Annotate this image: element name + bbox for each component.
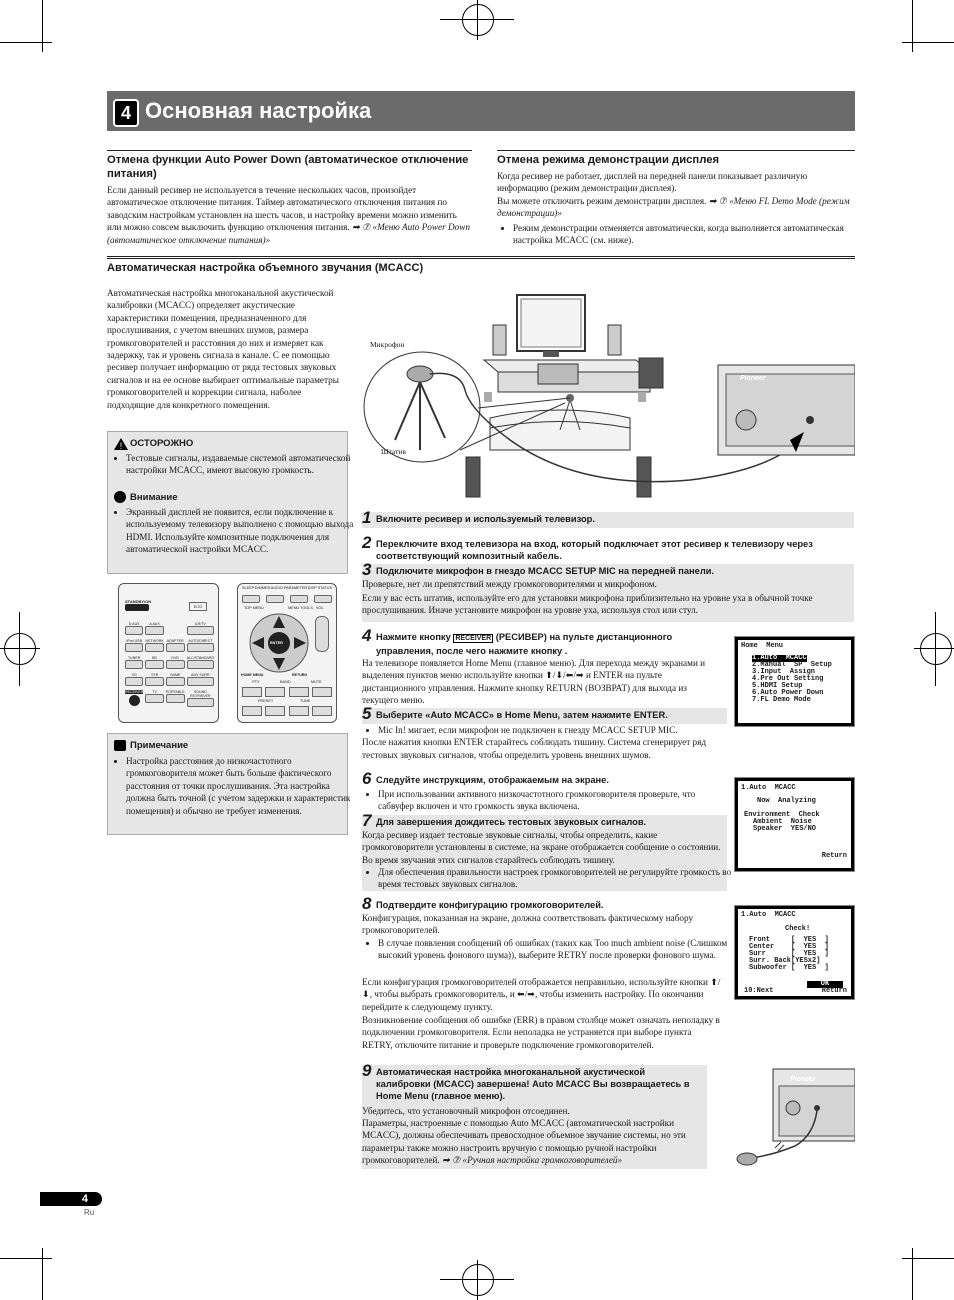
warning-icon — [114, 438, 128, 450]
rk-14: STB — [151, 673, 159, 677]
attention-bullet: • Экранный дисплей не появится, если подключение к используемому телевизору выполнено с помощью выхода HDMI. Используйте композитные подключения для автоматической настройки MCACC. — [126, 506, 354, 556]
step-8-num: 8 — [362, 894, 372, 913]
rk-11: DVD — [171, 656, 179, 660]
step-6-bullet: • При использовании активного низкочастотного громкоговорителя проверьте, что сабвуфер включен и что громкость звука включена. — [378, 788, 727, 813]
attention-icon — [114, 491, 126, 503]
demo-p2: Вы можете отключить режим демонстрации дисплея. — [497, 195, 707, 206]
rk-20: SOUND RETRIEVER — [190, 690, 211, 698]
step-4-t2: (РЕСИВЕР) на пульте дистанционного управления, после чего нажмите кнопку . — [376, 632, 673, 656]
mute-label: MUTE — [311, 680, 322, 684]
remote-left — [118, 583, 219, 723]
step-1-num: 1 — [362, 508, 372, 527]
step-6-text: Следуйте инструкциям, отображаемым на экране. — [376, 775, 609, 785]
top-menu-label: TOP MENU — [244, 606, 264, 610]
mcacc-title: Автоматическая настройка объемного звучания (MCACC) — [107, 262, 424, 274]
analyze-title: 1.Auto MCACC — [741, 784, 796, 792]
step-1-text: Включите ресивер и используемый телевизор. — [376, 514, 595, 524]
screen-analyzing — [734, 777, 855, 872]
home-item-2: 2.Manual SP Setup — [752, 661, 832, 669]
auto-power-ref: ➡ ⑦ «Меню Auto Power Down (автоматическое отключение питания)» — [107, 222, 470, 245]
auto-power-title: Отмена функции Auto Power Down (автоматическое отключение питания) — [107, 154, 469, 180]
step-9 — [362, 1061, 707, 1169]
screen-check — [734, 905, 855, 1000]
auto-power-section — [107, 150, 472, 246]
home-menu-label: HOME MENU — [241, 673, 264, 677]
eco-label: ECO — [189, 602, 207, 611]
top-key-4: DISP STATUS — [307, 586, 332, 590]
preset-label: PRESET — [258, 699, 274, 703]
rk-9: TUNER — [127, 656, 141, 660]
top-key-3: AUDIO PARAMETER — [270, 586, 308, 590]
step-3-text: Подключите микрофон в гнездо MCACC SETUP MIC на передней панели. — [376, 566, 715, 576]
analyze-return: Return — [821, 852, 847, 860]
menu-tools-label: MENU TOOLS — [288, 606, 313, 610]
analyze-l2: Environment Check — [744, 811, 820, 819]
check-row-5-name: Subwoofer — [749, 964, 787, 972]
band-label: BAND — [280, 680, 291, 684]
receiver-key-inline: RECEIVER — [455, 635, 492, 642]
return-label: RETURN — [292, 673, 307, 677]
step-5-bullet: • Mic In! мигает, если микрофон не подключен к гнезду MCACC SETUP MIC. — [378, 724, 727, 736]
step-5-p: После нажатия кнопки ENTER старайтесь соблюдать тишину. Система сгенерирует ряд тестовых звуковых сигналов, чтобы определить уровень внешних шумов. — [362, 737, 707, 760]
step-8-text: Подтвердите конфигурацию громкоговорителей. — [376, 900, 604, 910]
demo-title: Отмена режима демонстрации дисплея — [497, 154, 720, 166]
rk-2: A AUX — [149, 622, 160, 626]
check-row-1-name: Front — [749, 936, 771, 944]
step-3 — [362, 560, 854, 622]
check-row-4-val: [YESx2] — [791, 957, 821, 965]
step-7-bullet: • Для обеспечения правильности настроек громкоговорителей не регулируйте громкость во время тестовых звуковых сигналов. — [378, 866, 733, 891]
tripod-label: Штатив — [381, 447, 406, 456]
step-8-p2: Если конфигурация громкоговорителей отображается неправильно, используйте кнопки ⬆/⬇, чтобы выбрать громкоговоритель, и ⬅/➡, чтобы изменить настройку. По окончании перейдите к следующему пункту. — [362, 977, 721, 1012]
rk-16: ADV SURR — [191, 673, 210, 677]
home-menu-title: Home Menu — [741, 642, 784, 650]
rk-15: GAME — [169, 673, 181, 677]
check-next: 10:Next — [744, 987, 774, 995]
step-5 — [362, 704, 727, 724]
page-title: Основная настройка — [145, 98, 372, 123]
mic-label: Микрофон — [370, 340, 405, 349]
step-8-bullet: • В случае появления сообщений об ошибках (таких как Too much ambient noise (Слишком высокий уровень фонового шума)), выберите RETRY после проверки фонового шума. — [378, 937, 733, 962]
home-item-3: 3.Input Assign — [752, 668, 816, 676]
check-row-2-name: Center — [749, 943, 775, 951]
check-row-3-val: [ YES ] — [791, 950, 829, 958]
caution-bullet: • Тестовые сигналы, издаваемые системой автоматической настройки MCACC, имеют высокую громкость. — [126, 452, 354, 477]
step-2-num: 2 — [362, 533, 372, 552]
step-2-text: Переключите вход телевизора на вход, который подключает этот ресивер к телевизору через соответствующий композитный кабель. — [376, 539, 813, 561]
check-title: 1.Auto MCACC — [741, 911, 796, 919]
rk-6: NETWORK — [145, 639, 164, 643]
check-return: Return — [821, 987, 847, 995]
step-3-num: 3 — [362, 560, 372, 579]
step-8 — [362, 894, 728, 1063]
note-title: Примечание — [130, 740, 189, 751]
home-item-7: 7.FL Demo Mode — [752, 696, 811, 704]
home-item-6: 6.Auto Power Down — [752, 689, 824, 697]
attention-title: Внимание — [130, 492, 178, 503]
step-4-num: 4 — [362, 626, 372, 645]
check-row-1-val: [ YES ] — [791, 936, 829, 944]
rk-8: AUTO/DIRECT — [188, 639, 213, 643]
step-7-p: Когда ресивер издает тестовые звуковые сигналы, чтобы определить, какие громкоговорители установлены в системе, на экране отображается сообщение о состоянии. Во время звучания этих сигналов старайтесь соблюдать тишину. — [362, 830, 721, 865]
home-item-5: 5.HDMI Setup — [752, 682, 803, 690]
remote-right — [237, 583, 337, 723]
rk-10: BD — [152, 656, 158, 660]
auto-power-body: Если данный ресивер не используется в течение нескольких часов, произойдет автоматическое отключение питания. Таймер автоматического отключения питания по заводским настройкам установлен на шесть часов, и настройку времени можно изменить или можно совсем выключить функцию отключения питания. — [107, 185, 457, 233]
receiver-mic-illustration — [735, 1066, 855, 1172]
step-2 — [362, 533, 854, 563]
mcacc-intro: Автоматическая настройка многоканальной акустической калибровки (MCACC) определяет акустические характеристики помещения, предназначенного для прослушивания, с учетом внешних шумов, размера громкоговорителей и расстояния до них и измеряет как задержку, так и уровень сигнала в канале. С ее помощью ресивер получает информацию от ряда тестовых звуковых сигналов и на ее основе выбирает оптимальные параметры громкоговорителей и коррекции сигнала, наболее подходящие для конкретного помещения. — [107, 288, 339, 410]
step-1 — [362, 508, 854, 528]
top-key-2: DIMMER — [254, 586, 271, 590]
demo-ref: ➡ ⑦ «Меню FL Demo Mode (режим демонстрации)» — [497, 195, 850, 219]
chapter-badge: 4 — [113, 99, 139, 127]
rk-13: CD — [131, 673, 137, 677]
step-3-p: Проверьте, нет ли препятствий между громкоговорителями и микрофоном. — [362, 579, 657, 589]
check-l1: Check! — [785, 925, 811, 933]
step-4-t1: Нажмите кнопку — [376, 632, 451, 642]
rk-18: TV — [152, 690, 157, 694]
pioneer-logo: Pioneer — [740, 375, 766, 382]
check-row-2-val: [ YES ] — [791, 943, 829, 951]
check-row-3-name: Surr — [749, 950, 766, 958]
rk-12: ALC/STANDARD — [186, 656, 215, 660]
tune-label: TUNE — [300, 699, 311, 703]
check-row-4-name: Surr. Back — [749, 957, 792, 965]
step-3-p2: Если у вас есть штатив, используйте его для установки микрофона приблизительно на уровне уха в обычной точке прослушивания. Иначе установите микрофон на уровне уха, используя стол или стул. — [362, 593, 813, 616]
svg-text:Pioneer: Pioneer — [790, 1076, 816, 1083]
vol-label: VOL — [316, 606, 324, 610]
setup-diagram — [360, 290, 855, 505]
step-7-text: Для завершения дождитесь тестовых звуковых сигналов. — [376, 817, 647, 827]
step-9-p2: Параметры, настроенные с помощью Auto MCACC (автоматической настройки MCACC), должны обеспечивать превосходное объемное звучание системы, но эти параметры также можно настроить вручную с помощью ручной настройки громкоговорителей. — [362, 1118, 686, 1166]
rk-7: ADAPTER — [166, 639, 184, 643]
receiver-key: RECEIVER — [125, 690, 144, 694]
demo-section — [497, 150, 855, 246]
step-8-p3: Возникновение сообщения об ошибке (ERR) в правом столбце может означать неполадку в подключении громкоговорителя. Если неполадка не устраняется при выборе пункта RETRY, отключите питание и проверьте подключение громкоговорителей. — [362, 1015, 720, 1050]
rk-19: PORTABLE — [165, 690, 185, 694]
enter-label: ENTER — [270, 641, 283, 645]
step-8-p: Конфигурация, показанная на экране, должна соответствовать фактическому набору громкоговорителей. — [362, 913, 694, 936]
page-number-badge: 4 — [40, 1192, 102, 1206]
note-icon — [114, 740, 126, 751]
svg-text:!: ! — [119, 441, 123, 450]
step-9-ref: ➡ ⑦ «Ручная настройка громкоговорителей» — [441, 1155, 623, 1166]
rk-4: iLR/TV — [194, 622, 206, 626]
top-key-1: SLEEP — [242, 586, 255, 590]
home-item-4: 4.Pre Out Setting — [752, 675, 824, 683]
analyze-l4: Speaker YES/NO — [753, 825, 817, 833]
check-row-5-val: [ YES ] — [791, 964, 829, 972]
rk-5: iPod USB — [126, 639, 142, 643]
rk-1: D AUX — [128, 622, 140, 626]
step-7-num: 7 — [362, 811, 372, 830]
pty-label: PTY — [252, 680, 260, 684]
step-7 — [362, 811, 732, 891]
demo-bullet: • Режим демонстрации отменяется автоматически, когда выполняется автоматическая настройка MCACC (см. ниже). — [513, 222, 855, 247]
standby-label: STANDBY/ON — [125, 599, 152, 604]
step-5-text: Выберите «Auto MCACC» в Home Menu, затем нажмите ENTER. — [376, 710, 668, 720]
note-bullet: • Настройка расстояния до низкочастотного громкоговорителя может быть больше фактического расстояния от точки прослушивания. Эта настройка должна быть точной (с учетом задержки и характеристик помещения) и обычно не требует изменения. — [126, 755, 356, 817]
step-9-text: Автоматическая настройка многоканальной акустической калибровки (MCACC) завершена! Auto MCACC Вы возвращаетесь в Home Menu (главное меню). — [376, 1067, 690, 1101]
home-item-1: 1.Auto MCACC — [752, 654, 807, 662]
check-ok: OK — [807, 981, 843, 988]
chapter-header — [107, 91, 855, 131]
caution-title: ОСТОРОЖНО — [130, 438, 194, 449]
analyze-l3: Ambient Noise — [753, 818, 812, 826]
language-label: Ru — [84, 1208, 95, 1217]
screen-home-menu — [734, 636, 855, 727]
step-9-p: Убедитесь, что установочный микрофон отсоединен. — [362, 1106, 570, 1116]
step-6 — [362, 769, 727, 789]
step-6-num: 6 — [362, 769, 372, 788]
analyze-l1: Now Analyzing — [757, 797, 816, 805]
step-4-p: На телевизоре появляется Home Menu (главное меню). Для перехода между экранами и выделения пунктов меню используйте кнопки ⬆/⬇/⬅/➡ и ENTER на пульте дистанционного управления. Нажмите кнопку RETURN (ВОЗВРАТ) для выхода из текущего меню. — [362, 658, 706, 706]
step-4 — [362, 626, 727, 706]
demo-p1: Когда ресивер не работает, дисплей на передней панели показывает различную информацию (режим демонстрации дисплея). — [497, 171, 808, 194]
step-5-num: 5 — [362, 704, 372, 723]
caution-box — [107, 431, 354, 574]
note-box — [107, 733, 351, 835]
step-9-num: 9 — [362, 1061, 372, 1080]
